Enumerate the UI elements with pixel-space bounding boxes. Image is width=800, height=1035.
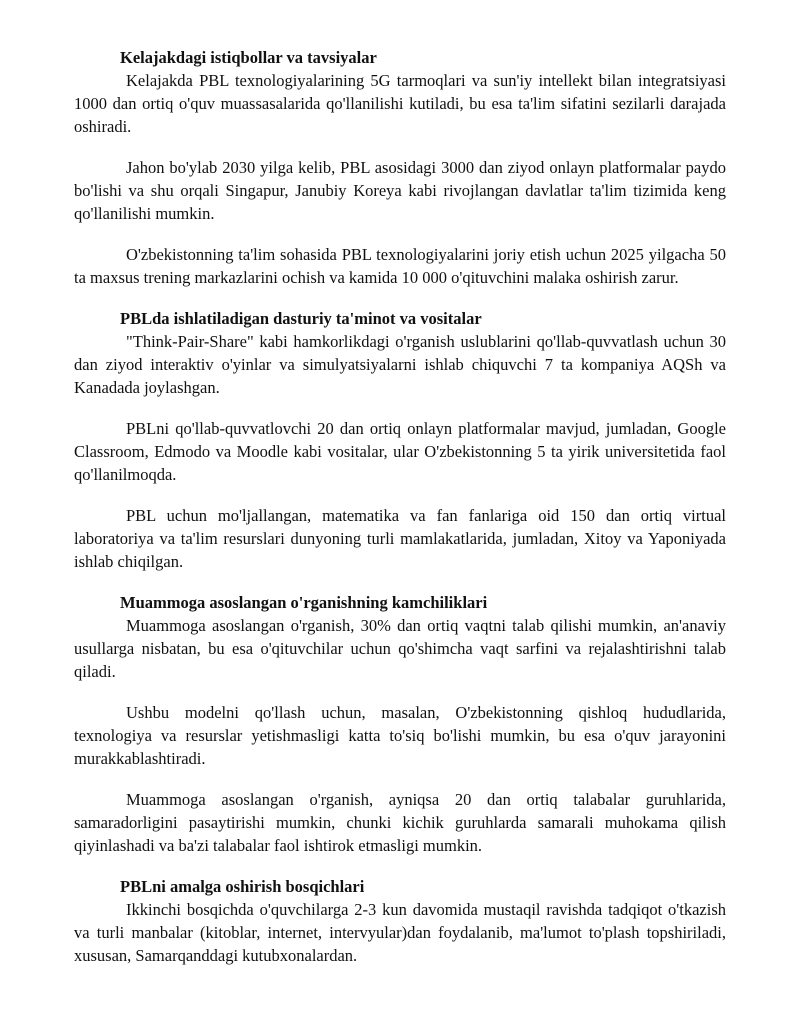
paragraph: "Think-Pair-Share" kabi hamkorlikdagi o'rganish uslublarini qo'llab-quvvatlash uchun 30 dan ziyod interaktiv o'yinlar va simulyatsiyalarni ishlab chiquvchi 7 ta kompaniya AQSh va Kanadada joylashgan. <box>74 332 726 397</box>
section-heading: PBLda ishlatiladigan dasturiy ta'minot va vositalar <box>120 309 482 328</box>
paragraph: O'zbekistonning ta'lim sohasida PBL texnologiyalarini joriy etish uchun 2025 yilgacha 50 ta maxsus trening markazlarini ochish va kamida 10 000 o'qituvchini malaka oshirish zarur. <box>74 245 726 287</box>
section-heading: Kelajakdagi istiqbollar va tavsiyalar <box>120 48 377 67</box>
section-heading: Muammoga asoslangan o'rganishning kamchiliklari <box>120 593 488 612</box>
section-software-tools <box>74 307 726 573</box>
section-implementation-stages <box>74 875 726 967</box>
paragraph: Kelajakda PBL texnologiyalarining 5G tarmoqlari va sun'iy intellekt bilan integratsiyasi 1000 dan ortiq o'quv muassasalarida qo'llanilishi kutiladi, bu esa ta'lim sifatini sezilarli darajada oshiradi. <box>74 71 726 136</box>
section-heading: PBLni amalga oshirish bosqichlari <box>120 877 365 896</box>
section-drawbacks <box>74 591 726 857</box>
paragraph: Ushbu modelni qo'llash uchun, masalan, O'zbekistonning qishloq hududlarida, texnologiya va resurslar yetishmasligi katta to'siq bo'lishi mumkin, bu esa o'quv jarayonini murakkablashtiradi. <box>74 703 726 768</box>
paragraph: Jahon bo'ylab 2030 yilga kelib, PBL asosidagi 3000 dan ziyod onlayn platformalar paydo bo'lishi va shu orqali Singapur, Janubiy Koreya kabi rivojlangan davlatlar ta'lim tizimida keng qo'llanilishi mumkin. <box>74 158 726 223</box>
paragraph: Ikkinchi bosqichda o'quvchilarga 2-3 kun davomida mustaqil ravishda tadqiqot o'tkazish va turli manbalar (kitoblar, internet, intervyular)dan foydalanib, ma'lumot to'plash topshiriladi, xususan, Samarqanddagi kutubxonalardan. <box>74 900 726 965</box>
paragraph: Muammoga asoslangan o'rganish, ayniqsa 20 dan ortiq talabalar guruhlarida, samaradorligini pasaytirishi mumkin, chunki kichik guruhlarda samarali muhokama qilish qiyinlashadi va ba'zi talabalar faol ishtirok etmasligi mumkin. <box>74 790 726 855</box>
paragraph: PBLni qo'llab-quvvatlovchi 20 dan ortiq onlayn platformalar mavjud, jumladan, Google Classroom, Edmodo va Moodle kabi vositalar, ular O'zbekistonning 5 ta yirik universitetida faol qo'llanilmoqda. <box>74 419 726 484</box>
paragraph: Muammoga asoslangan o'rganish, 30% dan ortiq vaqtni talab qilishi mumkin, an'anaviy usullarga nisbatan, bu esa o'qituvchilar uchun qo'shimcha vaqt sarfini va rejalashtirishni talab qiladi. <box>74 616 726 681</box>
paragraph: PBL uchun mo'ljallangan, matematika va fan fanlariga oid 150 dan ortiq virtual laboratoriya va ta'lim resurslari dunyoning turli mamlakatlarida, jumladan, Xitoy va Yaponiyada ishlab chiqilgan. <box>74 506 726 571</box>
section-future-prospects <box>74 46 726 289</box>
